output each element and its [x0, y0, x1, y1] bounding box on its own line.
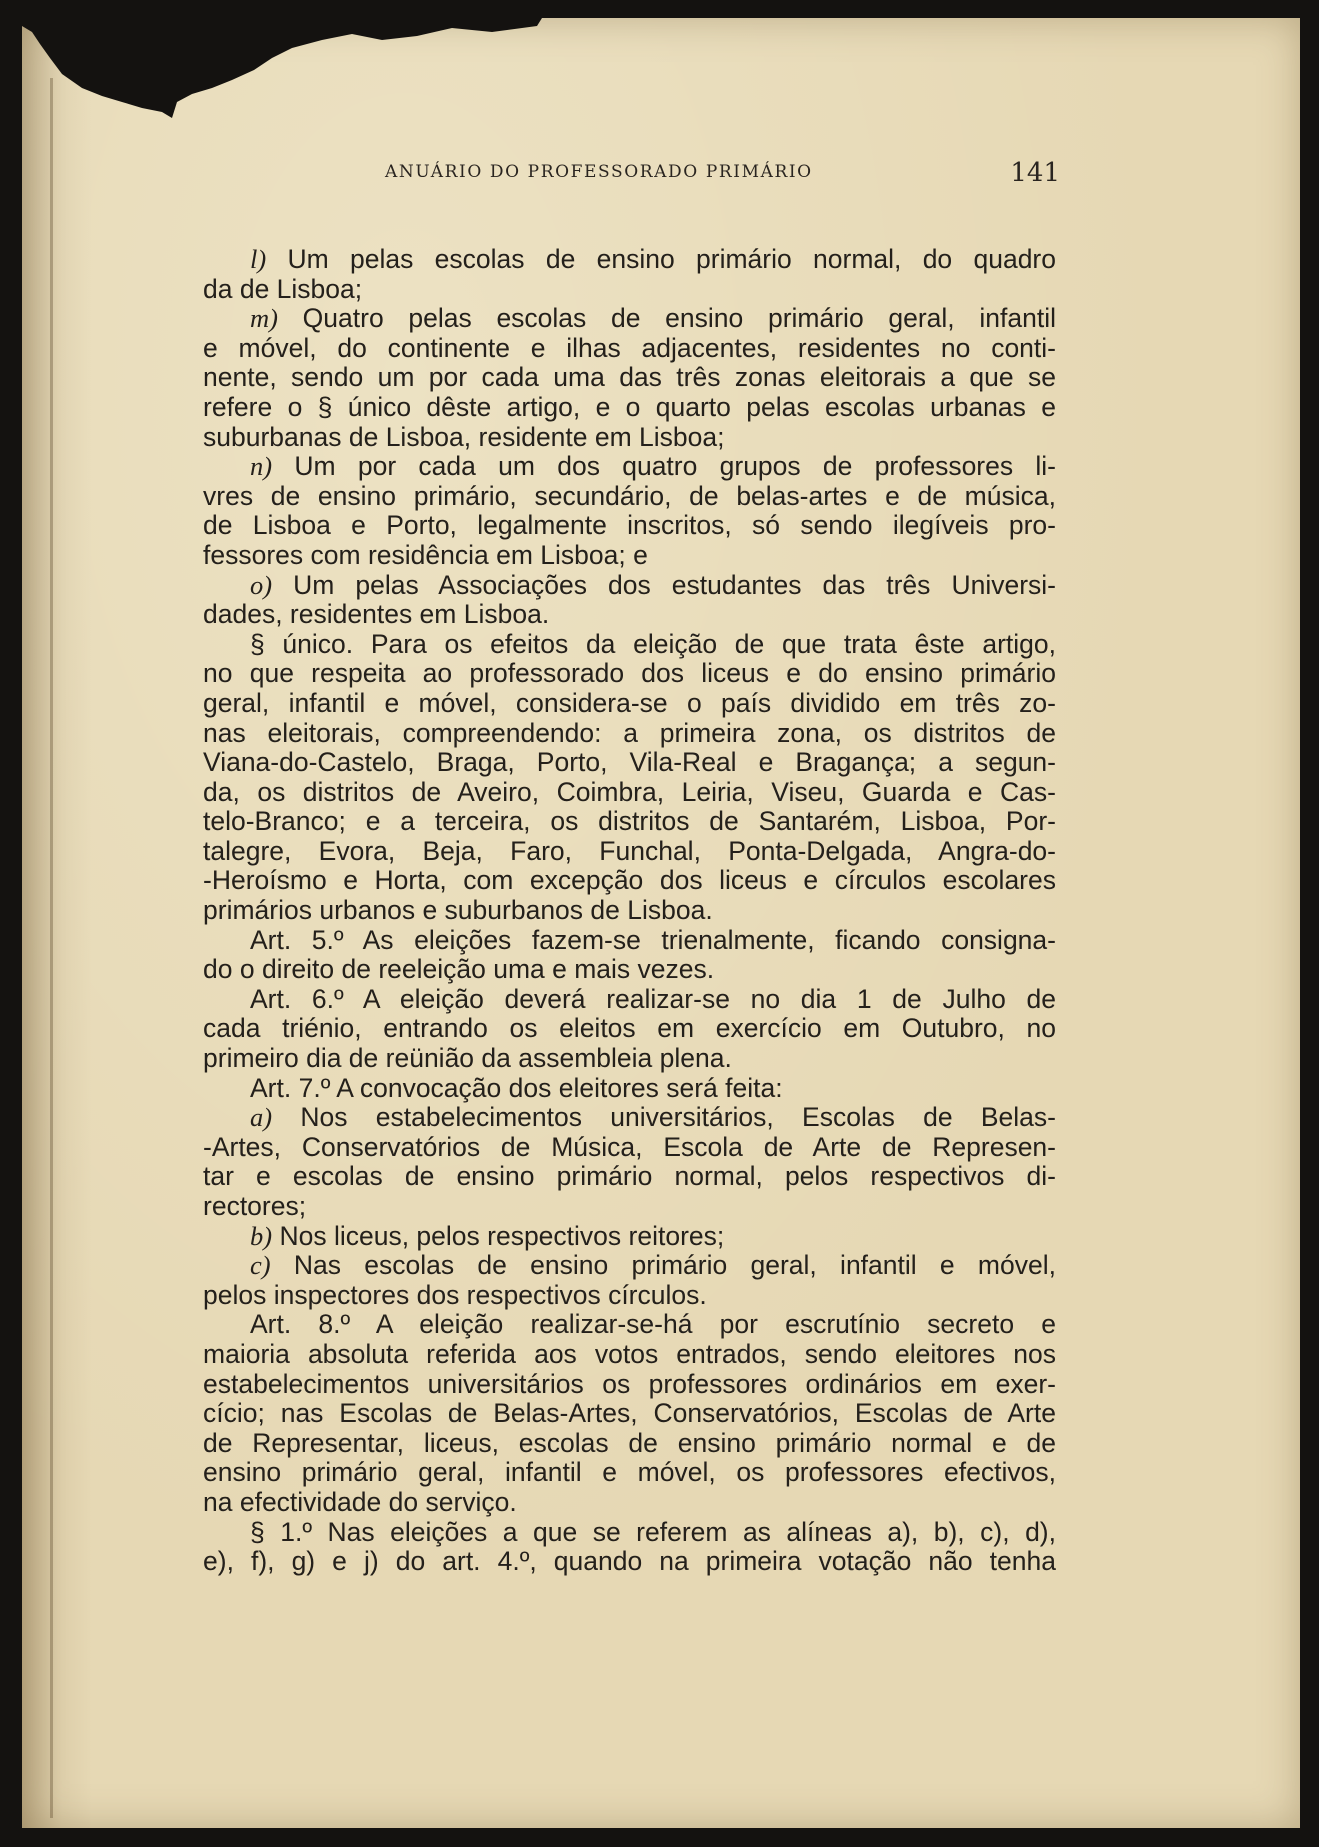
line-text: dades, residentes em Lisboa. [203, 599, 550, 630]
text-line [203, 1488, 1056, 1518]
text-line [203, 1103, 1056, 1133]
line-text: suburbanas de Lisboa, residente em Lisboa; [203, 421, 725, 452]
text-line [203, 245, 1056, 275]
item-marker: a) [250, 1102, 273, 1133]
page-header [200, 158, 1060, 188]
item-marker: b) [250, 1220, 273, 1251]
line-text: Nas escolas de ensino primário geral, infantil e móvel, [293, 1250, 1056, 1281]
text-line [203, 1044, 1056, 1074]
line-text: -Artes, Conservatórios de Música, Escola de Arte de Represen- [203, 1131, 1056, 1162]
text-line [203, 423, 1056, 453]
line-text: -Heroísmo e Horta, com excepção dos liceus e círculos escolares [203, 865, 1056, 896]
line-text: vres de ensino primário, secundário, de belas-artes e de música, [203, 480, 1056, 511]
item-marker: l) [250, 244, 267, 274]
line-text: primeiro dia de reünião da assembleia plena. [203, 1043, 732, 1074]
line-text: Nos estabelecimentos universitários, Escolas de Belas- [300, 1102, 1056, 1133]
text-line [203, 1310, 1056, 1340]
line-text: Art. 7.º A convocação dos eleitores será feita: [250, 1072, 783, 1103]
line-text: Art. 8.º A eleição realizar-se-há por escrutínio secreto e [250, 1309, 1056, 1340]
item-marker: m) [250, 303, 278, 334]
text-line [203, 511, 1056, 541]
text-line [203, 541, 1056, 571]
line-text: nente, sendo um por cada uma das três zonas eleitorais a que se [203, 362, 1056, 393]
text-line [203, 334, 1056, 364]
line-text: do o direito de reeleição uma e mais vezes. [203, 954, 715, 985]
line-text: nas eleitorais, compreendendo: a primeira zona, os distritos de [203, 717, 1056, 748]
line-text: fessores com residência em Lisboa; e [203, 539, 648, 570]
line-text: Nos liceus, pelos respectivos reitores; [279, 1220, 725, 1251]
line-text: Art. 6.º A eleição deverá realizar-se no dia 1 de Julho de [250, 983, 1056, 1014]
item-marker: n) [250, 451, 273, 482]
line-text: Um pelas Associações dos estudantes das três Universi- [293, 569, 1056, 600]
text-line [203, 896, 1056, 926]
line-text: Viana-do-Castelo, Braga, Porto, Vila-Real e Bragança; a segun- [203, 747, 1056, 778]
text-line [203, 1458, 1056, 1488]
text-line [203, 1518, 1056, 1548]
text-line [203, 807, 1056, 837]
line-text: no que respeita ao professorado dos liceus e do ensino primário [203, 658, 1056, 689]
text-line [203, 630, 1056, 660]
line-text: tar e escolas de ensino primário normal, pelos respectivos di- [203, 1161, 1056, 1192]
text-line [203, 1251, 1056, 1281]
torn-corner [22, 18, 542, 128]
running-title: ANUÁRIO DO PROFESSORADO PRIMÁRIO [385, 162, 813, 182]
line-text: Quatro pelas escolas de ensino primário geral, infantil [302, 303, 1056, 334]
line-text: e), f), g) e j) do art. 4.º, quando na primeira votação não tenha [203, 1546, 1056, 1577]
text-line [203, 659, 1056, 689]
line-text: Um por cada um dos quatro grupos de professores li- [294, 451, 1056, 482]
text-line [203, 748, 1056, 778]
text-line [203, 1281, 1056, 1311]
line-text: de Lisboa e Porto, legalmente inscritos, só sendo ilegíveis pro- [203, 510, 1056, 541]
text-line [203, 571, 1056, 601]
item-marker: c) [250, 1250, 271, 1281]
text-line [203, 1399, 1056, 1429]
line-text: Art. 5.º As eleições fazem-se trienalmente, ficando consigna- [250, 924, 1056, 955]
line-text: refere o § único dêste artigo, e o quarto pelas escolas urbanas e [203, 391, 1056, 422]
text-line [203, 1370, 1056, 1400]
text-line [203, 363, 1056, 393]
text-line [203, 275, 1056, 305]
text-line [203, 1547, 1056, 1577]
line-text: da de Lisboa; [203, 273, 363, 304]
text-line [203, 1340, 1056, 1370]
text-line [203, 304, 1056, 334]
line-text: geral, infantil e móvel, considera-se o país dividido em três zo- [203, 687, 1056, 718]
text-line [203, 1162, 1056, 1192]
page-number: 141 [1010, 158, 1060, 188]
text-line [203, 1192, 1056, 1222]
body-text [203, 245, 1056, 1577]
line-text: cício; nas Escolas de Belas-Artes, Conservatórios, Escolas de Arte [203, 1398, 1056, 1429]
line-text: § único. Para os efeitos da eleição de que trata êste artigo, [250, 628, 1056, 659]
text-line [203, 955, 1056, 985]
line-text: da, os distritos de Aveiro, Coimbra, Leiria, Viseu, Guarda e Cas- [203, 776, 1056, 807]
line-text: primários urbanos e suburbanos de Lisboa. [203, 895, 713, 926]
text-line [203, 600, 1056, 630]
line-text: talegre, Evora, Beja, Faro, Funchal, Ponta-Delgada, Angra-do- [203, 835, 1056, 866]
line-text: ensino primário geral, infantil e móvel, os professores efectivos, [203, 1457, 1056, 1488]
text-line [203, 719, 1056, 749]
line-text: rectores; [203, 1191, 307, 1221]
line-text: na efectividade do serviço. [203, 1486, 517, 1517]
line-text: estabelecimentos universitários os professores ordinários em exer- [203, 1368, 1056, 1399]
text-line [203, 1429, 1056, 1459]
text-line [203, 1133, 1056, 1163]
line-text: § 1.º Nas eleições a que se referem as alíneas a), b), c), d), [250, 1516, 1056, 1547]
text-line [203, 689, 1056, 719]
text-line [203, 452, 1056, 482]
text-line [203, 926, 1056, 956]
line-text: telo-Branco; e a terceira, os distritos de Santarém, Lisboa, Por- [203, 806, 1056, 837]
text-line [203, 482, 1056, 512]
line-text: maioria absoluta referida aos votos entrados, sendo eleitores nos [203, 1338, 1056, 1369]
item-marker: o) [250, 569, 273, 600]
line-text: de Representar, liceus, escolas de ensino primário normal e de [203, 1427, 1056, 1458]
text-line [203, 1014, 1056, 1044]
line-text: cada triénio, entrando os eleitos em exercício em Outubro, no [203, 1013, 1056, 1044]
text-line [203, 393, 1056, 423]
text-line [203, 1222, 1056, 1252]
binding-edge [50, 78, 53, 1818]
text-line [203, 985, 1056, 1015]
text-line [203, 837, 1056, 867]
text-line [203, 778, 1056, 808]
line-text: e móvel, do continente e ilhas adjacentes, residentes no conti- [203, 332, 1056, 363]
line-text: pelos inspectores dos respectivos círculos. [203, 1279, 707, 1310]
line-text: Um pelas escolas de ensino primário normal, do quadro [287, 244, 1056, 274]
text-line [203, 1074, 1056, 1104]
text-line [203, 866, 1056, 896]
